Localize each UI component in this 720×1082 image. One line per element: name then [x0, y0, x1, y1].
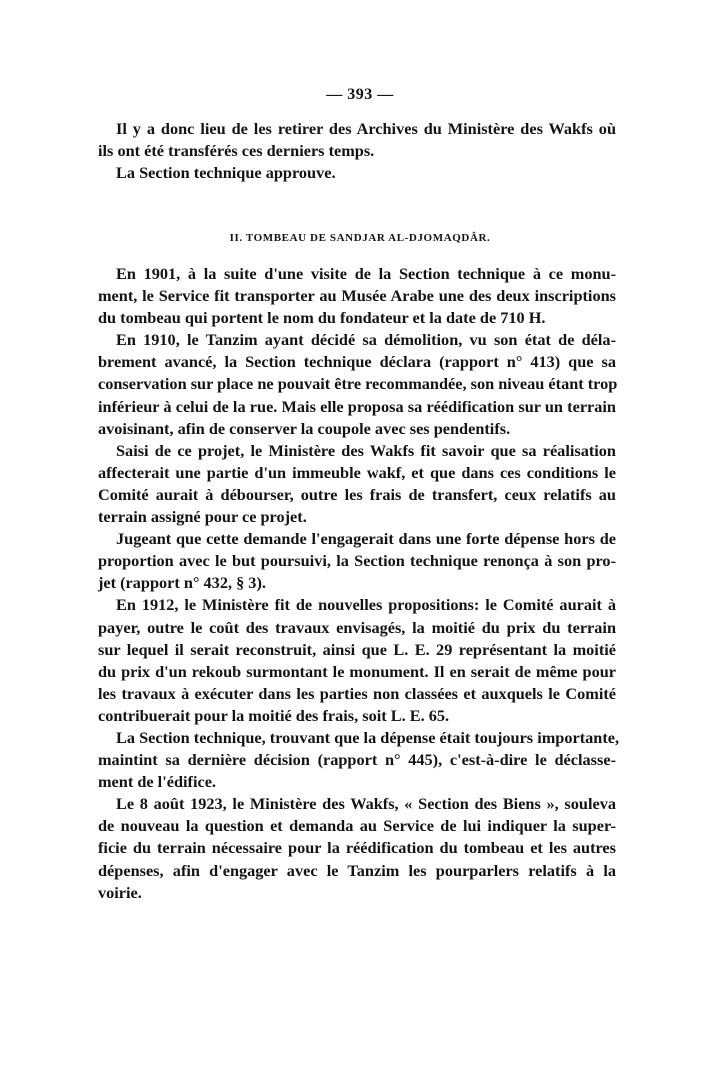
paragraph — [98, 440, 616, 528]
paragraph — [98, 727, 620, 793]
text-line: ment de l'édifice. — [98, 772, 217, 792]
page-number: — 393 — — [326, 86, 394, 103]
paragraph — [98, 263, 616, 329]
text-line: Le 8 août 1923, le Ministère des Wakfs, « Section des Biens », souleva — [116, 794, 616, 814]
text-line: proportion avec le but poursuivi, la Section technique renonça à son pro- — [98, 551, 616, 571]
text-line: En 1912, le Ministère fit de nouvelles propositions: le Comité aurait à — [116, 595, 616, 615]
paragraph — [98, 329, 616, 439]
text-line: ils ont été transférés ces derniers temps. — [98, 141, 375, 161]
intro-text — [98, 118, 616, 184]
paragraph — [98, 594, 616, 727]
text-line: inférieur à celui de la rue. Mais elle proposa sa réédification sur un terrain — [98, 396, 616, 416]
section-heading: II. TOMBEAU DE SANDJAR AL-DJOMAQDÂR. — [229, 232, 491, 244]
text-line: contribuerait pour la moitié des frais, soit L. E. 65. — [98, 705, 450, 725]
text-line: Il y a donc lieu de les retirer des Archives du Ministère des Wakfs où — [116, 119, 616, 138]
text-line: voirie. — [98, 882, 142, 902]
text-line: jet (rapport n° 432, § 3). — [98, 573, 266, 593]
text-line: Jugeant que cette demande l'engagerait dans une forte dépense hors de — [116, 529, 616, 549]
text-line: conservation sur place ne pouvait être recommandée, son niveau étant trop — [98, 374, 618, 394]
body-paragraphs — [98, 263, 620, 904]
text-line: En 1910, le Tanzim ayant décidé sa démolition, vu son état de déla- — [116, 330, 616, 350]
text-line: La Section technique, trouvant que la dépense était toujours importante, — [116, 727, 620, 747]
text-line: maintint sa dernière décision (rapport n° 445), c'est-à-dire le déclasse- — [98, 750, 616, 770]
paragraph — [98, 528, 616, 594]
text-line: avoisinant, afin de conserver la coupole avec ses pendentifs. — [98, 418, 511, 438]
text-line: terrain assigné pour ce projet. — [98, 507, 307, 527]
text-line: ficie du terrain nécessaire pour la réédification du tombeau et les autres — [98, 838, 616, 858]
text-line: les travaux à exécuter dans les parties non classées et auxquels le Comité — [98, 683, 616, 703]
text-line: En 1901, à la suite d'une visite de la Section technique à ce monu- — [116, 264, 616, 283]
text-line: du prix d'un rekoub surmontant le monument. Il en serait de même pour — [98, 661, 616, 681]
text-line: brement avancé, la Section technique déclara (rapport n° 413) que sa — [98, 352, 616, 372]
text-line: sur lequel il serait reconstruit, ainsi que L. E. 29 représentant la moitié — [98, 639, 616, 659]
text-line: La Section technique approuve. — [116, 163, 336, 183]
paragraph — [98, 793, 616, 903]
text-line: Saisi de ce projet, le Ministère des Wakfs fit savoir que sa réalisation — [116, 440, 616, 460]
text-line: de nouveau la question et demanda au Service de lui indiquer la super- — [98, 816, 616, 836]
text-line: payer, outre le coût des travaux envisagés, la moitié du prix du terrain — [98, 617, 616, 637]
text-line: affecterait une partie d'un immeuble wakf, et que dans ces conditions le — [98, 462, 616, 482]
text-line: Comité aurait à débourser, outre les frais de transfert, ceux relatifs au — [98, 484, 616, 504]
text-line: dépenses, afin d'engager avec le Tanzim les pourparlers relatifs à la — [98, 860, 616, 880]
text-line: ment, le Service fit transporter au Musée Arabe une des deux inscriptions — [98, 286, 616, 306]
text-line: du tombeau qui portent le nom du fondateur et la date de 710 H. — [98, 308, 546, 328]
